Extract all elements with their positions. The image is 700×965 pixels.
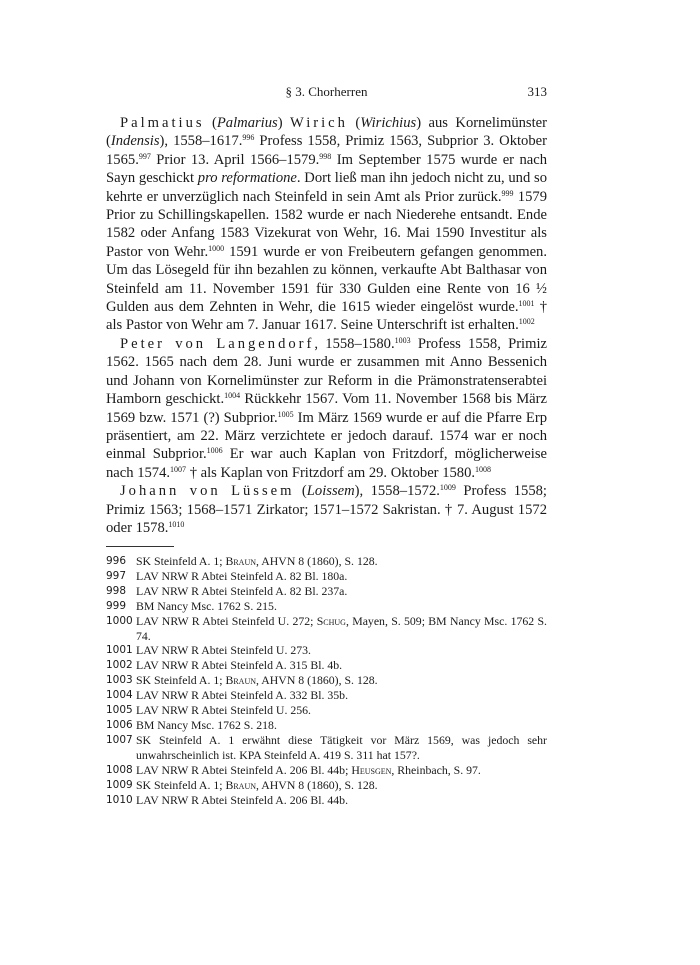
footnote-ref[interactable]: 1008 [475, 464, 492, 474]
footnote-text [136, 763, 547, 778]
footnote [106, 793, 547, 808]
author-name: Heusgen [351, 762, 392, 777]
person-name: Palmatius [120, 115, 205, 131]
footnote [106, 643, 547, 658]
italic-text: Loissem [306, 483, 355, 500]
text-run: SK Steinfeld A. 1 erwähnt diese Tätigkeit vor März 1569, was jedoch sehr unwahrscheinlich ist. KPA Steinfeld A. 419 S. 311 hat 157?. [136, 732, 547, 762]
text-run: ( [204, 115, 217, 131]
footnote [106, 554, 547, 569]
text-run: † als Kaplan von Fritzdorf am 29. Oktober 1580. [186, 464, 476, 481]
author-name: Braun [225, 554, 257, 568]
footnote [106, 733, 547, 763]
text-run: , Mayen, S. 509; BM Nancy Msc. 1762 S. 74. [136, 613, 547, 643]
footnote-ref[interactable]: 1010 [168, 519, 185, 529]
text-run: BM Nancy Msc. 1762 S. 215. [136, 598, 277, 613]
text-run: 1579 Prior zu Schillingskapellen. 1582 wurde er nach Niederehe entsandt. Ende 1582 oder Anfang 1583 Vizekurat von Wehr, 16. Mai 1590 Investitur als Pastor von Wehr. [106, 188, 547, 260]
footnote-number: 997 [106, 569, 127, 582]
italic-text: Palmarius [216, 115, 278, 131]
text-run: Im September 1575 wurde er nach Sayn geschickt [106, 151, 548, 187]
footnote [106, 673, 547, 688]
text-run: 1591 wurde er von Freibeutern gefangen genommen. Um das Lösegeld für ihn bezahlen zu können, verkaufte Abt Balthasar von Steinfeld am 11. November 1591 für 330 Gulden eine Rente von 16 ½ Gulden aus dem Zehnten in Wehr, die 1615 wieder eingelöst wurde. [106, 243, 547, 316]
text-run: Im März 1569 wurde er auf die Pfarre Erp präsentiert, am 22. März verzichtete er jedoch darauf. 1574 war er noch einmal Subprior. [106, 409, 547, 463]
footnote-text [136, 778, 547, 793]
text-run: LAV NRW R Abtei Steinfeld U. 273. [136, 643, 311, 658]
footnote-separator [106, 546, 174, 547]
footnote [106, 718, 547, 733]
text-run: LAV NRW R Abtei Steinfeld U. 256. [136, 703, 311, 718]
footnote-text [136, 673, 547, 688]
footnote-text [136, 658, 547, 673]
person-name: Peter von Langendorf [120, 335, 315, 352]
italic-text: pro reformatione [197, 170, 297, 187]
text-run: ) [277, 115, 291, 131]
footnote-number: 1008 [106, 763, 133, 776]
text-run: LAV NRW R Abtei Steinfeld A. 332 Bl. 35b. [136, 688, 349, 703]
footnote-text [136, 703, 547, 718]
footnote-number: 1001 [106, 644, 133, 657]
footnote-text [136, 554, 547, 569]
text-run: ), 1558–1572. [354, 483, 440, 500]
footnote-ref[interactable]: 996 [242, 133, 255, 143]
running-title: § 3. Chorherren [285, 84, 368, 99]
text-run: Profess 1558; Primiz 1563; 1568–1571 Zirkator; 1571–1572 Sakristan. † 7. August 1572 oder 1578. [106, 483, 547, 536]
text-run: . Dort ließ man ihn jedoch nicht zu, und so kehrte er unverzüglich nach Steinfeld in sein Amt als Prior zurück. [106, 170, 547, 205]
text-run: , AHVN 8 (1860), S. 128. [256, 673, 378, 688]
footnote [106, 584, 547, 599]
footnote-number: 1009 [106, 778, 133, 791]
footnote-ref[interactable]: 998 [319, 151, 332, 161]
text-run: SK Steinfeld A. 1; [136, 554, 226, 568]
footnote [106, 614, 547, 644]
footnote-ref[interactable]: 1001 [518, 299, 535, 309]
author-name: Schug [316, 613, 346, 628]
text-run: ), 1558–1617. [159, 133, 243, 150]
footnote-text [136, 569, 547, 584]
footnote-ref[interactable]: 1009 [439, 483, 456, 493]
footnote [106, 658, 547, 673]
text-run: LAV NRW R Abtei Steinfeld A. 82 Bl. 237a. [136, 583, 348, 598]
footnote-text [136, 733, 547, 763]
author-name: Braun [225, 673, 257, 688]
text-run: LAV NRW R Abtei Steinfeld A. 82 Bl. 180a. [136, 568, 348, 583]
text-run: SK Steinfeld A. 1; [136, 777, 226, 792]
text-run: LAV NRW R Abtei Steinfeld A. 206 Bl. 44b; [136, 762, 352, 777]
footnote-number: 1006 [106, 718, 133, 731]
footnote-ref[interactable]: 1003 [394, 335, 411, 345]
footnote-number: 999 [106, 599, 127, 612]
paragraph [106, 114, 547, 335]
person-name: Johann von Lüssem [120, 483, 295, 500]
main-text [106, 114, 547, 537]
footnote-ref[interactable]: 1000 [208, 243, 225, 253]
footnote-number: 998 [106, 584, 127, 597]
text-run: , AHVN 8 (1860), S. 128. [256, 777, 378, 792]
footnotes [106, 554, 547, 807]
footnote-text [136, 584, 547, 599]
text-run: LAV NRW R Abtei Steinfeld A. 315 Bl. 4b. [136, 658, 343, 673]
text-run: SK Steinfeld A. 1; [136, 673, 226, 688]
footnote-ref[interactable]: 1005 [277, 409, 294, 419]
footnote-number: 1010 [106, 793, 133, 806]
footnote-number: 1003 [106, 674, 133, 687]
paragraph [106, 482, 547, 537]
footnote-text [136, 793, 547, 808]
footnote-ref[interactable]: 997 [138, 151, 151, 161]
footnote [106, 599, 547, 614]
footnote-number: 1007 [106, 733, 133, 746]
text-run: LAV NRW R Abtei Steinfeld A. 206 Bl. 44b. [136, 792, 349, 807]
italic-text: Indensis [110, 133, 160, 150]
author-name: Braun [225, 777, 257, 792]
footnote-number: 1004 [106, 689, 133, 702]
footnote-ref[interactable]: 1006 [206, 446, 223, 456]
text-run: ( [294, 483, 307, 500]
footnote-ref[interactable]: 1004 [224, 391, 241, 401]
text-run: Rückkehr 1567. Vom 11. November 1568 bis März 1569 bzw. 1571 (?) Subprior. [106, 391, 547, 426]
footnote-text [136, 688, 547, 703]
italic-text: Wirichius [360, 115, 417, 131]
text-run: Prior 13. April 1566–1579. [150, 151, 320, 168]
text-run: Er war auch Kaplan von Fritzdorf, möglicherweise nach 1574. [106, 446, 547, 481]
footnote-number: 996 [106, 555, 127, 567]
footnote-text [136, 718, 547, 733]
footnote [106, 763, 547, 778]
footnote [106, 688, 547, 703]
text-run: , 1558–1580. [314, 335, 395, 352]
text-run: LAV NRW R Abtei Steinfeld U. 272; [136, 613, 317, 628]
text-run: † als Pastor von Wehr am 7. Januar 1617. Seine Unterschrift ist erhalten. [106, 299, 548, 334]
text-run: Profess 1558, Primiz 1563, Subprior 3. Oktober 1565. [106, 133, 547, 168]
footnote [106, 703, 547, 718]
page-number: 313 [527, 84, 547, 99]
page-header [106, 84, 547, 104]
footnote-text [136, 643, 547, 658]
footnote [106, 569, 547, 584]
text-run: ( [347, 115, 361, 131]
footnote-ref[interactable]: 1007 [170, 464, 187, 474]
text-run: Profess 1558, Primiz 1562. 1565 nach dem 28. Juni wurde er zusammen mit Anno Bessenich und Johann von Kornelimünster zur Reform in die Prämonstratenserabtei Hamborn geschickt. [106, 335, 548, 408]
footnote-number: 1000 [106, 614, 133, 627]
text-run: , AHVN 8 (1860), S. 128. [256, 554, 378, 568]
footnote-number: 1002 [106, 659, 133, 672]
paragraph [106, 335, 547, 482]
footnote-number: 1005 [106, 704, 133, 717]
text-run: ) aus Kornelimünster ( [106, 115, 548, 150]
footnote-ref[interactable]: 999 [501, 188, 514, 198]
person-name: Wirich [290, 115, 348, 131]
footnote-text [136, 599, 547, 614]
text-run: BM Nancy Msc. 1762 S. 218. [136, 717, 277, 732]
text-run: , Rheinbach, S. 97. [391, 762, 481, 777]
footnote-text [136, 614, 547, 644]
footnote-ref[interactable]: 1002 [518, 317, 535, 327]
footnote [106, 778, 547, 793]
